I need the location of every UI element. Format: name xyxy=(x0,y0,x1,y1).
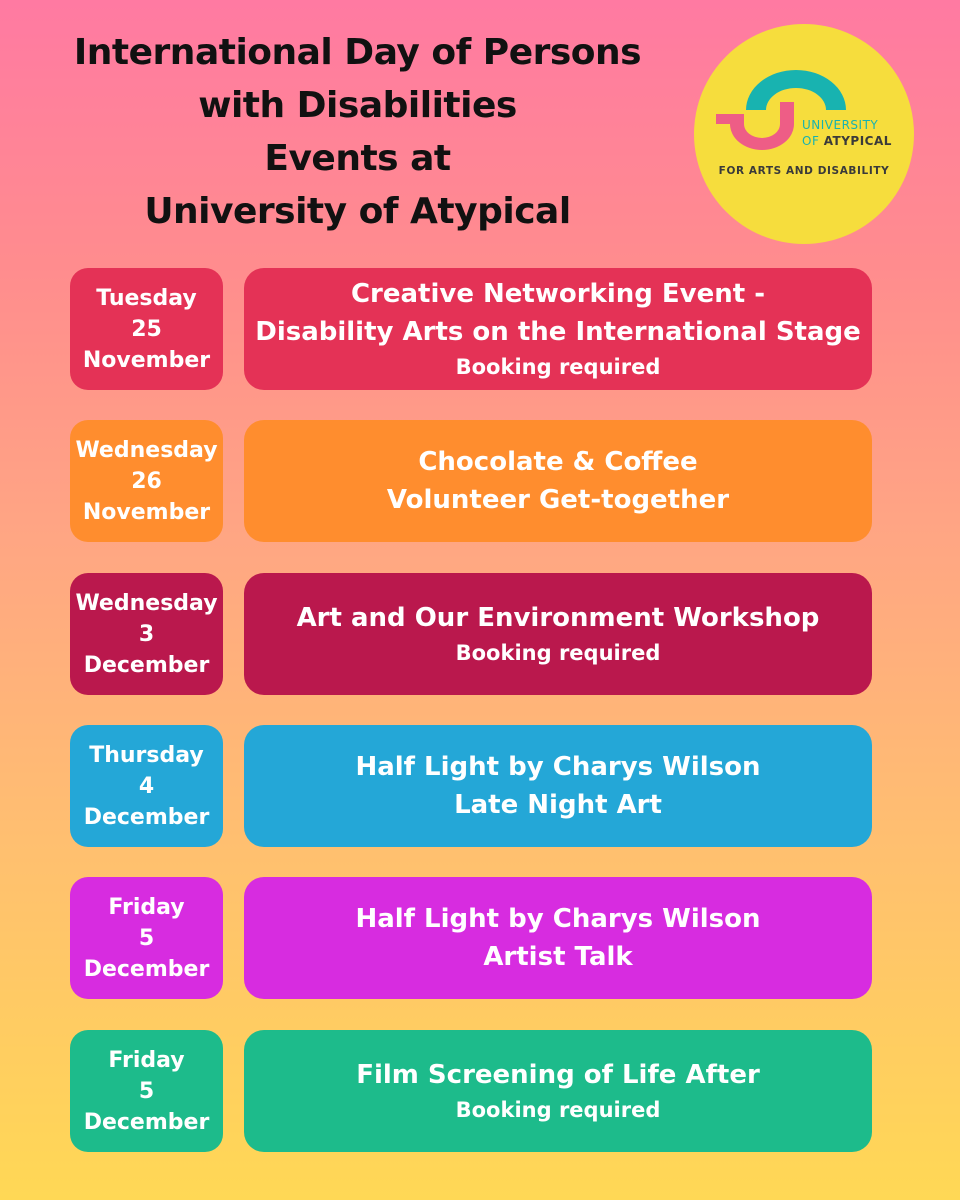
event-date-badge xyxy=(70,573,223,695)
event-title-line: Disability Arts on the International Stage xyxy=(255,317,861,347)
event-date-badge xyxy=(70,268,223,390)
event-details xyxy=(244,573,872,695)
event-title-line: Chocolate & Coffee xyxy=(418,447,698,477)
event-date-day: Wednesday xyxy=(75,437,218,463)
title-line: Events at xyxy=(264,138,451,179)
event-title-line: Half Light by Charys Wilson xyxy=(355,904,761,934)
event-title-line: Film Screening of Life After xyxy=(356,1060,760,1090)
event-date-month: November xyxy=(82,347,211,373)
event-row xyxy=(70,877,872,999)
event-date-day: Wednesday xyxy=(75,590,218,616)
event-details xyxy=(244,268,872,390)
event-details xyxy=(244,877,872,999)
event-row xyxy=(70,1030,872,1152)
title-line: University of Atypical xyxy=(144,191,571,232)
event-title-line: Artist Talk xyxy=(483,942,633,972)
event-row xyxy=(70,420,872,542)
logo-tagline: FOR ARTS AND DISABILITY xyxy=(718,165,890,177)
event-date-date: 5 xyxy=(138,925,155,951)
event-date-month: December xyxy=(83,652,210,678)
event-title-line: Creative Networking Event - xyxy=(350,279,766,309)
event-date-badge xyxy=(70,725,223,847)
event-date-badge xyxy=(70,420,223,542)
title-line: International Day of Persons xyxy=(73,32,642,73)
logo-name-line1: UNIVERSITY xyxy=(802,118,879,132)
event-booking-note: Booking required xyxy=(455,1098,661,1122)
logo-name-of: OF xyxy=(802,134,820,148)
event-title-line: Late Night Art xyxy=(454,790,662,820)
event-title-line: Half Light by Charys Wilson xyxy=(355,752,761,782)
event-row xyxy=(70,268,872,390)
event-date-badge xyxy=(70,877,223,999)
event-details xyxy=(244,420,872,542)
page-title xyxy=(30,26,685,238)
event-row xyxy=(70,573,872,695)
event-date-date: 25 xyxy=(131,316,162,342)
event-details xyxy=(244,1030,872,1152)
event-title-line: Volunteer Get-together xyxy=(386,485,730,515)
event-booking-note: Booking required xyxy=(455,355,661,379)
event-row xyxy=(70,725,872,847)
event-date-date: 4 xyxy=(138,773,155,799)
event-date-date: 5 xyxy=(138,1078,155,1104)
university-of-atypical-logo xyxy=(694,24,914,244)
event-date-month: December xyxy=(83,956,210,982)
event-date-month: December xyxy=(83,804,210,830)
event-date-day: Friday xyxy=(108,1047,185,1073)
event-date-month: November xyxy=(82,499,211,525)
event-date-day: Thursday xyxy=(89,742,204,768)
event-date-day: Friday xyxy=(108,894,185,920)
event-booking-note: Booking required xyxy=(455,641,661,665)
logo-name-main: ATYPICAL xyxy=(823,134,892,148)
event-date-date: 26 xyxy=(131,468,162,494)
title-line: with Disabilities xyxy=(198,85,517,126)
logo-name-line2 xyxy=(802,134,892,148)
event-date-day: Tuesday xyxy=(96,285,197,311)
event-date-badge xyxy=(70,1030,223,1152)
event-date-date: 3 xyxy=(138,621,155,647)
event-title-line: Art and Our Environment Workshop xyxy=(296,603,820,633)
event-details xyxy=(244,725,872,847)
event-date-month: December xyxy=(83,1109,210,1135)
